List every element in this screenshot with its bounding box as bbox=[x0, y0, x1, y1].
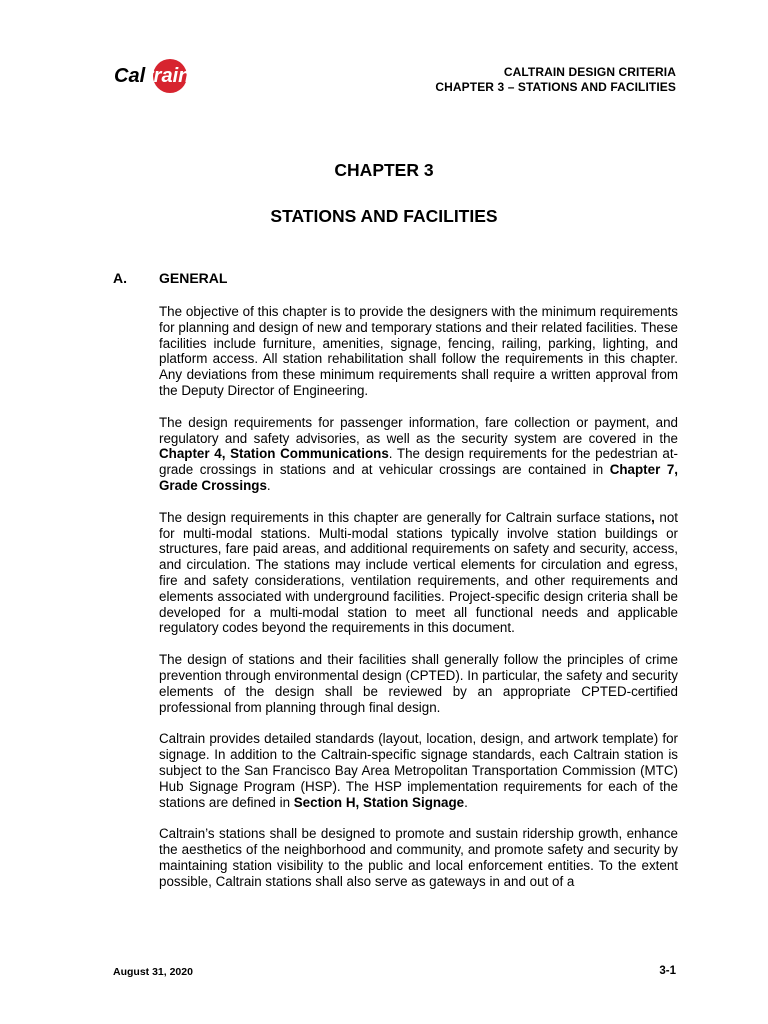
caltrain-logo bbox=[112, 55, 196, 95]
running-header bbox=[435, 65, 676, 95]
paragraph-text: . bbox=[266, 477, 271, 493]
paragraph-signage bbox=[159, 731, 678, 810]
body-text bbox=[159, 304, 678, 906]
paragraph-text: . The design requirements for the pedestrian at-grade crossings in stations and at vehicular crossings are contained in bbox=[159, 446, 678, 478]
svg-text:Cal: Cal bbox=[114, 65, 146, 87]
page-number: 3-1 bbox=[659, 965, 676, 977]
chapter-4-reference: Chapter 4, Station Communications bbox=[159, 446, 389, 462]
section-h-reference: Section H, Station Signage bbox=[293, 794, 465, 810]
paragraph-text: not for multi-modal stations. Multi-modal stations typically involve station buildings or structures, fare paid areas, and additional requirements on safety and security, access, and circulation. The stations may include vertical elements for circulation and egress, fire and safety considerations, ventilation requirements, and other requirements and elements associated with underground facilities. Project-specific design criteria shall be developed for a multi-modal station to meet all functional needs and applicable regulatory codes beyond the requirements in this document. bbox=[159, 509, 678, 636]
chapter-7-reference: Chapter 7, Grade Crossings bbox=[159, 462, 678, 493]
paragraph-text: Caltrain provides detailed standards (layout, location, design, and artwork template) for signage. In addition to the Caltrain-specific signage standards, each Caltrain station is subject to the San Francisco Bay Area Metropolitan Transportation Commission (MTC) Hub Signage Program (HSP). The HSP implementation requirements for each of the stations are defined in bbox=[159, 731, 678, 810]
paragraph-cpted: The design of stations and their facilities shall generally follow the principles of crime prevention through environmental design (CPTED). In particular, the safety and security elements of the design shall be reviewed by an appropriate CPTED-certified professional from planning through final design. bbox=[159, 652, 678, 715]
paragraph-text: The design requirements in this chapter are generally for Caltrain surface stations bbox=[159, 509, 652, 525]
section-title: GENERAL bbox=[159, 270, 228, 286]
paragraph-design-requirements bbox=[159, 415, 678, 494]
paragraph-objective: The objective of this chapter is to provide the designers with the minimum requirements for planning and design of new and temporary stations and their related facilities. These facilities include furniture, amenities, signage, fencing, railing, parking, lighting, and platform access. All station rehabilitation shall follow the requirements in this chapter. Any deviations from these minimum requirements shall require a written approval from the Deputy Director of Engineering. bbox=[159, 304, 678, 398]
bold-comma: , bbox=[651, 509, 655, 525]
section-letter: A. bbox=[113, 270, 127, 286]
chapter-line: CHAPTER 3 – STATIONS AND FACILITIES bbox=[435, 80, 676, 94]
doc-title: CALTRAIN DESIGN CRITERIA bbox=[503, 65, 676, 79]
paragraph-text: . bbox=[464, 794, 468, 810]
chapter-number: CHAPTER 3 bbox=[334, 160, 434, 180]
paragraph-ridership: Caltrain’s stations shall be designed to promote and sustain ridership growth, enhance the aesthetics of the neighborhood and community, and promote safety and security by maintaining station visibility to the public and local enforcement entities. To the extent possible, Caltrain stations shall also serve as gateways in and out of a bbox=[159, 826, 678, 889]
chapter-title: STATIONS AND FACILITIES bbox=[270, 206, 498, 226]
svg-text:train: train bbox=[147, 65, 191, 87]
section-heading bbox=[113, 270, 227, 286]
footer-date: August 31, 2020 bbox=[113, 966, 193, 978]
paragraph-surface-stations bbox=[159, 510, 678, 636]
paragraph-text: The design requirements for passenger information, fare collection or payment, and regulatory and safety advisories, as well as the security system are covered in the bbox=[159, 414, 678, 446]
